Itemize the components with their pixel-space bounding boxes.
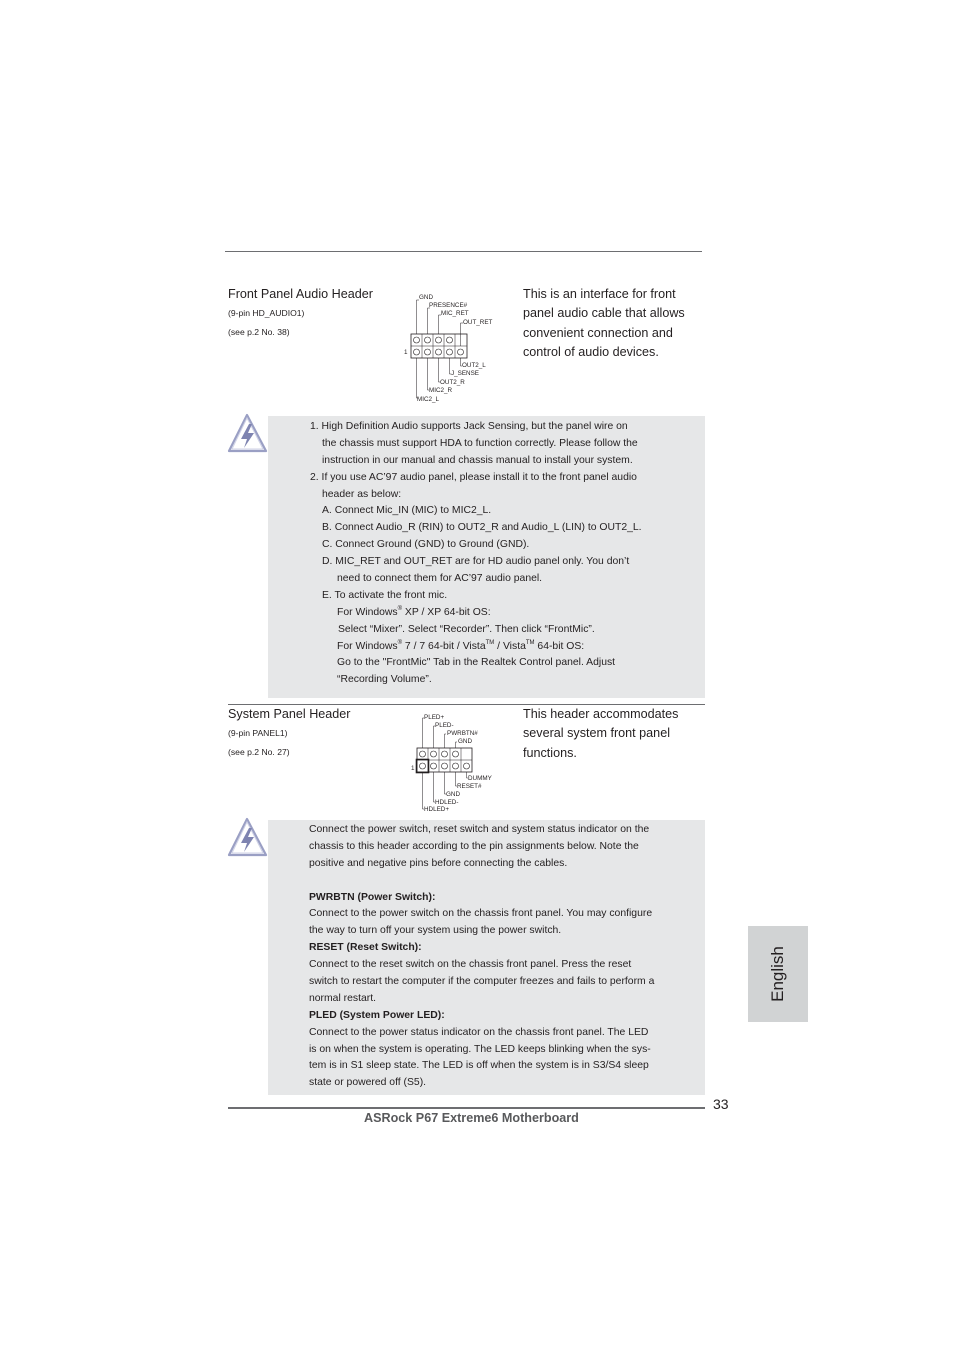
footer-model: ASRock P67 Extreme6 Motherboard (364, 1111, 579, 1125)
audio-header-pins: (9-pin HD_AUDIO1) (228, 308, 305, 318)
top-rule (225, 251, 702, 252)
windows-xp-line: For Windows® XP / XP 64-bit OS: (337, 605, 491, 618)
language-tab (748, 926, 808, 1022)
audio-pin-label: MIC2_R (429, 387, 453, 394)
system-header-ref: (see p.2 No. 27) (228, 747, 290, 757)
audio-header-description: This is an interface for front panel audio cable that allows convenient connection and control of audio devices. (523, 287, 685, 360)
audio-pin-label: MIC_RET (441, 310, 469, 317)
system-header-pins: (9-pin PANEL1) (228, 728, 288, 738)
system-pin-label: GND (458, 738, 472, 745)
system-pin-label: HDLED+ (424, 806, 450, 813)
system-pin-label: HDLED- (435, 799, 459, 806)
system-pin-one-label: 1 (411, 765, 415, 772)
audio-pin-label: GND (419, 294, 433, 301)
audio-note-text: 1. High Definition Audio supports Jack Sensing, but the panel wire on the chassis must support HDA to function correctly. Please follow the instruction in our manual and chassis manual to install your system. 2. If you use AC’97 audio panel, please install it to the front panel audio header as below: A. Connect Mic_IN (MIC) to MIC2_L. B. Connect Audio_R (RIN) to OUT2_R and Audio_L (LIN) to OUT2_L. C. Connect Ground (GND) to Ground (GND). D. MIC_RET and OUT_RET are for HD audio panel only. You don’t need to connect them for AC’97 audio panel. E. To activate the front mic. For Windows® XP / XP 64-bit OS: Select “Mixer”. Select “Recorder”. Then click “FrontMic”. For Windows® 7 / 7 64-bit / Vista™ / Vista™ 64-bit OS: Go to the "FrontMic" Tab in the Realtek Control panel. Adjust “Recording Volume”. (310, 421, 642, 686)
reset-heading: RESET (Reset Switch): (309, 942, 422, 954)
audio-pin-label: OUT_RET (463, 319, 493, 326)
audio-header-ref: (see p.2 No. 38) (228, 327, 290, 337)
audio-pin-label: OUT2_L (462, 362, 486, 369)
system-header-description: This header accommodates several system front panel functions. (523, 707, 679, 760)
audio-pin-label: J_SENSE (451, 370, 479, 377)
page-number: 33 (713, 1096, 729, 1112)
pwrbtn-heading: PWRBTN (Power Switch): (309, 891, 436, 903)
system-pin-label: GND (446, 791, 460, 798)
warning-icon (227, 412, 269, 454)
system-pin-label: RESET# (457, 783, 482, 790)
windows-7-line: For Windows® 7 / 7 64-bit / Vista™ / Vista™ 64-bit OS: (337, 639, 585, 652)
audio-pin-one-label: 1 (404, 349, 408, 356)
audio-pin-label: MIC2_L (417, 396, 440, 403)
audio-pin-label: OUT2_R (440, 379, 465, 386)
audio-header-pin-diagram (400, 290, 510, 408)
warning-icon (227, 816, 269, 858)
system-pin-label: PLED+ (424, 714, 445, 721)
footer-rule (228, 1107, 705, 1109)
pled-heading: PLED (System Power LED): (309, 1009, 445, 1021)
system-header-pin-diagram (410, 710, 510, 814)
system-header-title: System Panel Header (228, 707, 351, 721)
system-note-text: Connect the power switch, reset switch and system status indicator on the chassis to this header according to the pin assignments below. Note the positive and negative pins before connecting the cables. PWRBTN (Power Switch): Connect to the power switch on the chassis front panel. You may configure the way to turn off your system using the power switch. RESET (Reset Switch): Connect to the reset switch on the chassis front panel. Press the reset switch to restart the computer if the computer freezes and fails to perform a normal restart. PLED (System Power LED): Connect to the power status indicator on the chassis front panel. The LED is on when the system is operating. The LED keeps blinking when the sys- tem is in S1 sleep state. The LED is off when the system is in S3/S4 sleep state or powered off (S5). (309, 824, 655, 1089)
audio-pin-label: PRESENCE# (429, 302, 468, 309)
system-pin-label: PLED- (435, 722, 454, 729)
audio-header-title: Front Panel Audio Header (228, 287, 373, 301)
language-tab-label: English (768, 946, 787, 1002)
system-pin-label: DUMMY (468, 775, 492, 782)
system-pin-label: PWRBTN# (447, 730, 478, 737)
